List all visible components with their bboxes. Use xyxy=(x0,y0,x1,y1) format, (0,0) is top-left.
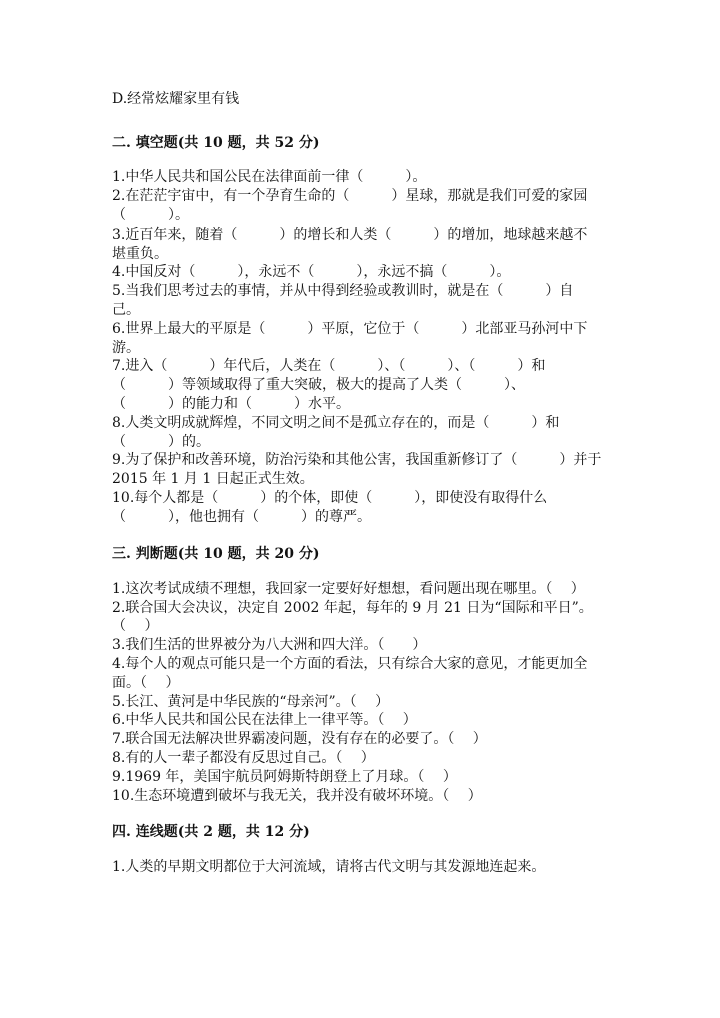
fill-q7-cont1: （ ）等领域取得了重大突破，极大的提高了人类（ ）、 xyxy=(112,377,525,393)
judge-q2-cont: （ ） xyxy=(112,618,159,634)
judge-q6: 6.中华人民共和国公民在法律上一律平等。（ ） xyxy=(112,712,417,728)
match-q1: 1.人类的早期文明都位于大河流域，请将古代文明与其发源地连起来。 xyxy=(112,859,546,875)
judge-q7: 7.联合国无法解决世界霸凌问题，没有存在的必要了。（ ） xyxy=(112,731,487,747)
fill-q8: 8.人类文明成就辉煌，不同文明之间不是孤立存在的，而是（ ）和 xyxy=(112,415,560,431)
judge-q10: 10.生态环境遭到破坏与我无关，我并没有破坏环境。（ ） xyxy=(112,788,482,804)
fill-q5: 5.当我们思考过去的事情，并从中得到经验或教训时，就是在（ ）自 xyxy=(112,283,574,299)
fill-q1: 1.中华人民共和国公民在法律面前一律（ ）。 xyxy=(112,169,427,185)
section-3-heading: 三. 判断题(共 10 题，共 20 分) xyxy=(112,546,320,562)
fill-q7: 7.进入（ ）年代后，人类在（ ）、（ ）、（ ）和 xyxy=(112,358,546,374)
judge-q3: 3.我们生活的世界被分为八大洲和四大洋。（ ） xyxy=(112,637,427,653)
fill-q7-cont2: （ ）的能力和（ ）水平。 xyxy=(112,396,350,412)
fill-q2-cont: （ ）。 xyxy=(112,207,189,223)
judge-q9: 9.1969 年，美国宇航员阿姆斯特朗登上了月球。（ ） xyxy=(112,769,457,785)
fill-q10: 10.每个人都是（ ）的个体，即使（ ），即使没有取得什么 xyxy=(112,490,548,506)
judge-q2: 2.联合国大会决议，决定自 2002 年起，每年的 9 月 21 日为“国际和平日”。 xyxy=(112,600,593,616)
section-2-heading: 二. 填空题(共 10 题，共 52 分) xyxy=(112,135,320,151)
section-4-heading: 四. 连线题(共 2 题，共 12 分) xyxy=(112,824,310,840)
fill-q5-cont: 己。 xyxy=(112,302,140,318)
fill-q6-cont: 游。 xyxy=(112,340,140,356)
fill-q4: 4.中国反对（ ），永远不（ ），永远不搞（ ）。 xyxy=(112,264,511,280)
judge-q5: 5.长江、黄河是中华民族的“母亲河”。（ ） xyxy=(112,694,390,710)
judge-q1: 1.这次考试成绩不理想，我回家一定要好好想想，看问题出现在哪里。（ ） xyxy=(112,581,585,597)
fill-q6: 6.世界上最大的平原是（ ）平原，它位于（ ）北部亚马孙河中下 xyxy=(112,321,588,337)
fill-q9: 9.为了保护和改善环境，防治污染和其他公害，我国重新修订了（ ）并于 xyxy=(112,452,602,468)
fill-q10-cont: （ ），他也拥有（ ）的尊严。 xyxy=(112,509,371,525)
fill-q3-cont: 堪重负。 xyxy=(112,246,168,262)
fill-q2: 2.在茫茫宇宙中，有一个孕育生命的（ ）星球，那就是我们可爱的家园 xyxy=(112,188,588,204)
judge-q4-cont: 面。（ ） xyxy=(112,675,180,691)
fill-q9-cont: 2015 年 1 月 1 日起正式生效。 xyxy=(112,471,314,487)
judge-q8: 8.有的人一辈子都没有反思过自己。（ ） xyxy=(112,750,375,766)
option-d: D.经常炫耀家里有钱 xyxy=(112,91,240,107)
fill-q8-cont: （ ）的。 xyxy=(112,434,210,450)
fill-q3: 3.近百年来，随着（ ）的增长和人类（ ）的增加，地球越来越不 xyxy=(112,227,588,243)
judge-q4: 4.每个人的观点可能只是一个方面的看法，只有综合大家的意见，才能更加全 xyxy=(112,656,588,672)
